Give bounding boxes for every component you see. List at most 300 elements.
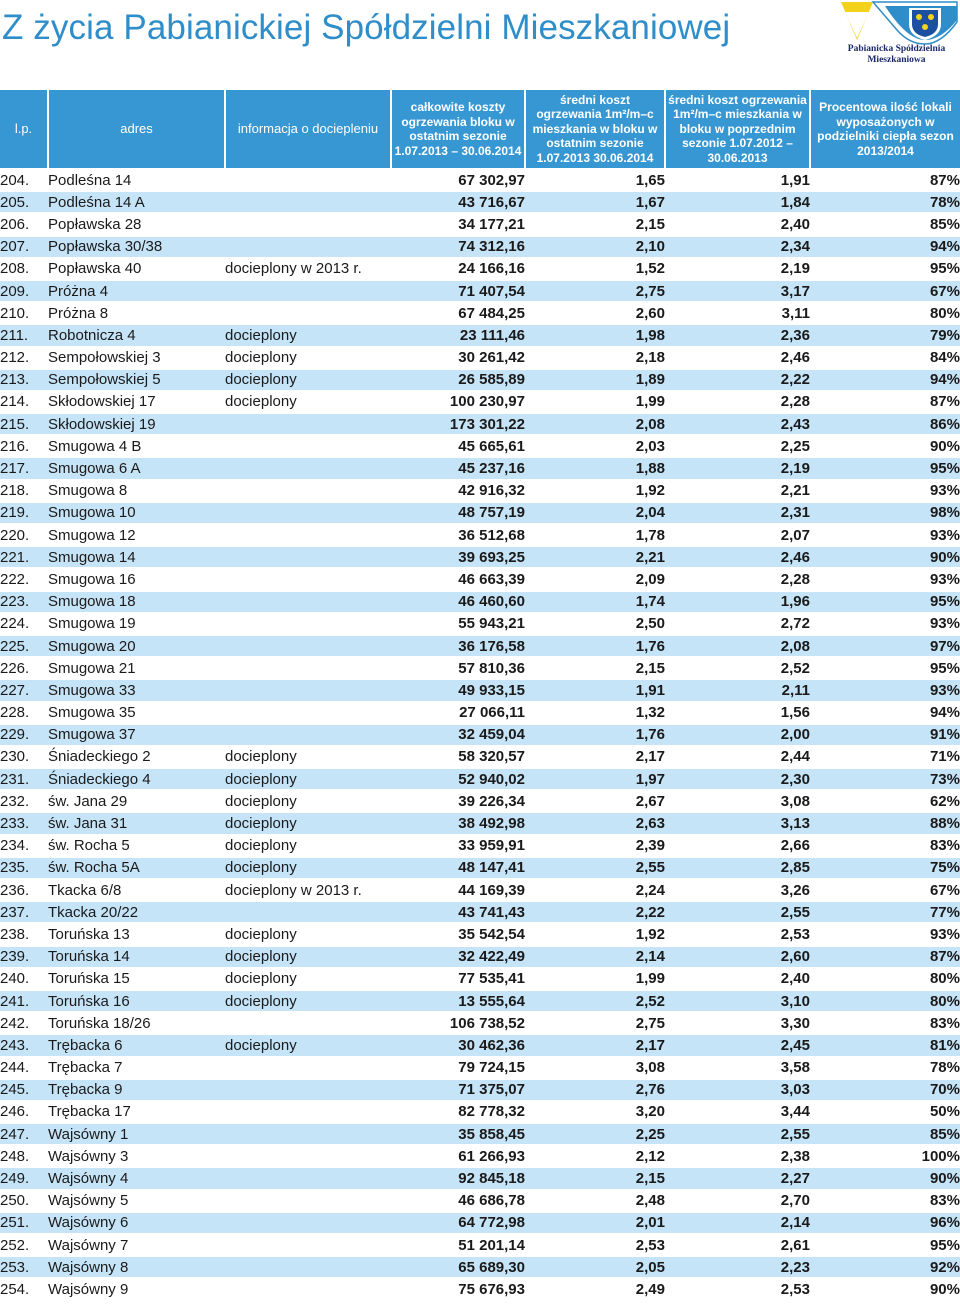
table-row — [0, 236, 960, 258]
cell-total-cost: 55 943,21 — [391, 613, 525, 635]
cell-total-cost: 36 512,68 — [391, 524, 525, 546]
cell-avg-last-season: 1,97 — [525, 768, 665, 790]
cell-avg-prev-season: 2,53 — [665, 923, 810, 945]
cell-percent: 85% — [810, 1123, 960, 1145]
cell-avg-prev-season: 2,72 — [665, 613, 810, 635]
cell-avg-prev-season: 3,44 — [665, 1101, 810, 1123]
cell-adres: Smugowa 14 — [48, 546, 225, 568]
page-title: Z życia Pabianickiej Spółdzielni Mieszkaniowej — [2, 8, 731, 47]
cell-lp: 227. — [0, 679, 48, 701]
cell-lp: 254. — [0, 1278, 48, 1299]
cell-lp: 238. — [0, 923, 48, 945]
cell-total-cost: 79 724,15 — [391, 1057, 525, 1079]
page-header — [0, 0, 960, 86]
cell-lp: 234. — [0, 835, 48, 857]
cell-avg-prev-season: 2,85 — [665, 857, 810, 879]
cell-percent: 92% — [810, 1256, 960, 1278]
table-row — [0, 546, 960, 568]
cell-adres: Próżna 4 — [48, 280, 225, 302]
table-row — [0, 923, 960, 945]
cell-adres: Smugowa 18 — [48, 591, 225, 613]
cell-info: docieplony — [225, 790, 391, 812]
cell-avg-prev-season: 3,30 — [665, 1012, 810, 1034]
cell-adres: św. Rocha 5A — [48, 857, 225, 879]
cell-info: docieplony — [225, 1034, 391, 1056]
table-row — [0, 347, 960, 369]
cell-total-cost: 27 066,11 — [391, 702, 525, 724]
cell-avg-prev-season: 2,08 — [665, 635, 810, 657]
cell-lp: 237. — [0, 901, 48, 923]
table-row — [0, 812, 960, 834]
cell-info: docieplony w 2013 r. — [225, 879, 391, 901]
cell-adres: Smugowa 19 — [48, 613, 225, 635]
cell-avg-last-season: 1,91 — [525, 679, 665, 701]
cell-adres: św. Jana 29 — [48, 790, 225, 812]
cell-avg-last-season: 2,25 — [525, 1123, 665, 1145]
cell-avg-prev-season: 2,38 — [665, 1145, 810, 1167]
cell-avg-last-season: 1,89 — [525, 369, 665, 391]
cell-lp: 215. — [0, 413, 48, 435]
cell-lp: 223. — [0, 591, 48, 613]
table-row — [0, 457, 960, 479]
heating-cost-table — [0, 90, 960, 1300]
cell-avg-prev-season: 2,19 — [665, 457, 810, 479]
table-row — [0, 280, 960, 302]
cell-adres: Smugowa 4 B — [48, 435, 225, 457]
cell-info: docieplony — [225, 347, 391, 369]
cell-avg-last-season: 2,39 — [525, 835, 665, 857]
cell-adres: Smugowa 21 — [48, 657, 225, 679]
cell-avg-prev-season: 2,27 — [665, 1167, 810, 1189]
cell-avg-last-season: 3,08 — [525, 1057, 665, 1079]
cell-total-cost: 48 757,19 — [391, 502, 525, 524]
cell-avg-last-season: 1,76 — [525, 724, 665, 746]
cell-total-cost: 64 772,98 — [391, 1212, 525, 1234]
cell-adres: Smugowa 20 — [48, 635, 225, 657]
cell-info — [225, 1212, 391, 1234]
cell-lp: 246. — [0, 1101, 48, 1123]
cell-info — [225, 213, 391, 235]
cell-adres: Smugowa 6 A — [48, 457, 225, 479]
cell-avg-prev-season: 2,40 — [665, 213, 810, 235]
cell-lp: 221. — [0, 546, 48, 568]
cell-total-cost: 30 462,36 — [391, 1034, 525, 1056]
cell-percent: 93% — [810, 613, 960, 635]
cell-info — [225, 457, 391, 479]
cell-avg-last-season: 2,08 — [525, 413, 665, 435]
cell-percent: 80% — [810, 990, 960, 1012]
cell-adres: Smugowa 16 — [48, 568, 225, 590]
cell-total-cost: 106 738,52 — [391, 1012, 525, 1034]
cell-adres: Smugowa 37 — [48, 724, 225, 746]
cell-avg-last-season: 1,98 — [525, 324, 665, 346]
cell-percent: 80% — [810, 302, 960, 324]
cell-total-cost: 49 933,15 — [391, 679, 525, 701]
cell-avg-prev-season: 2,70 — [665, 1190, 810, 1212]
table-row — [0, 191, 960, 213]
cell-total-cost: 71 407,54 — [391, 280, 525, 302]
table-row — [0, 946, 960, 968]
cell-info — [225, 1145, 391, 1167]
cell-percent: 78% — [810, 1057, 960, 1079]
cell-avg-last-season: 2,12 — [525, 1145, 665, 1167]
cell-total-cost: 30 261,42 — [391, 347, 525, 369]
cell-info — [225, 1167, 391, 1189]
cell-avg-last-season: 2,52 — [525, 990, 665, 1012]
table-row — [0, 768, 960, 790]
cell-lp: 235. — [0, 857, 48, 879]
cell-adres: Popławska 28 — [48, 213, 225, 235]
cell-avg-prev-season: 1,56 — [665, 702, 810, 724]
cell-avg-last-season: 1,78 — [525, 524, 665, 546]
table-row — [0, 413, 960, 435]
table-row — [0, 568, 960, 590]
cell-adres: Toruńska 18/26 — [48, 1012, 225, 1034]
cell-percent: 87% — [810, 391, 960, 413]
cell-info: docieplony — [225, 990, 391, 1012]
cell-adres: Smugowa 33 — [48, 679, 225, 701]
table-row — [0, 302, 960, 324]
cell-percent: 95% — [810, 657, 960, 679]
cell-avg-last-season: 1,74 — [525, 591, 665, 613]
cell-lp: 225. — [0, 635, 48, 657]
cell-lp: 244. — [0, 1057, 48, 1079]
cell-adres: Wajsówny 7 — [48, 1234, 225, 1256]
cell-lp: 251. — [0, 1212, 48, 1234]
cell-lp: 233. — [0, 812, 48, 834]
cell-total-cost: 38 492,98 — [391, 812, 525, 834]
cell-avg-prev-season: 2,55 — [665, 1123, 810, 1145]
cell-info — [225, 236, 391, 258]
col-header-percent: Procentowa ilość lokali wyposażonych w podzielniki ciepła sezon 2013/2014 — [810, 90, 960, 169]
cell-percent: 75% — [810, 857, 960, 879]
cell-lp: 209. — [0, 280, 48, 302]
cell-lp: 206. — [0, 213, 48, 235]
cell-total-cost: 35 858,45 — [391, 1123, 525, 1145]
cell-percent: 87% — [810, 946, 960, 968]
cell-adres: św. Jana 31 — [48, 812, 225, 834]
cell-adres: Trębacka 9 — [48, 1079, 225, 1101]
cell-avg-last-season: 2,21 — [525, 546, 665, 568]
cell-avg-prev-season: 2,46 — [665, 546, 810, 568]
cell-adres: Wajsówny 9 — [48, 1278, 225, 1299]
cell-avg-last-season: 2,17 — [525, 1034, 665, 1056]
cell-avg-last-season: 2,67 — [525, 790, 665, 812]
cell-adres: Trębacka 7 — [48, 1057, 225, 1079]
cell-percent: 93% — [810, 679, 960, 701]
table-row — [0, 901, 960, 923]
table-row — [0, 702, 960, 724]
cell-adres: Wajsówny 8 — [48, 1256, 225, 1278]
cell-lp: 229. — [0, 724, 48, 746]
cell-percent: 83% — [810, 1012, 960, 1034]
cell-percent: 84% — [810, 347, 960, 369]
cell-avg-last-season: 2,05 — [525, 1256, 665, 1278]
cell-percent: 62% — [810, 790, 960, 812]
col-header-avg-last-season: średni koszt ogrzewania 1m²/m–c mieszkania w bloku w ostatnim sezonie 1.07.2013 30.06.2014 — [525, 90, 665, 169]
cell-avg-prev-season: 2,61 — [665, 1234, 810, 1256]
cell-avg-prev-season: 2,40 — [665, 968, 810, 990]
table-row — [0, 480, 960, 502]
cell-percent: 85% — [810, 213, 960, 235]
cell-avg-prev-season: 2,34 — [665, 236, 810, 258]
cell-percent: 90% — [810, 546, 960, 568]
cell-lp: 218. — [0, 480, 48, 502]
table-row — [0, 1101, 960, 1123]
cell-adres: Popławska 30/38 — [48, 236, 225, 258]
cell-adres: Skłodowskiej 19 — [48, 413, 225, 435]
table-row — [0, 524, 960, 546]
cell-info — [225, 1256, 391, 1278]
cell-adres: św. Rocha 5 — [48, 835, 225, 857]
cell-avg-last-season: 2,53 — [525, 1234, 665, 1256]
cell-lp: 222. — [0, 568, 48, 590]
cell-percent: 94% — [810, 369, 960, 391]
cell-percent: 93% — [810, 923, 960, 945]
cell-info — [225, 635, 391, 657]
cell-info: docieplony — [225, 968, 391, 990]
cell-lp: 243. — [0, 1034, 48, 1056]
cell-adres: Smugowa 35 — [48, 702, 225, 724]
cell-total-cost: 23 111,46 — [391, 324, 525, 346]
cell-adres: Podleśna 14 — [48, 169, 225, 191]
table-row — [0, 835, 960, 857]
cell-total-cost: 51 201,14 — [391, 1234, 525, 1256]
cell-adres: Toruńska 16 — [48, 990, 225, 1012]
cell-avg-last-season: 2,15 — [525, 657, 665, 679]
cell-lp: 232. — [0, 790, 48, 812]
cell-percent: 94% — [810, 236, 960, 258]
table-row — [0, 1012, 960, 1034]
cell-adres: Wajsówny 4 — [48, 1167, 225, 1189]
cell-avg-prev-season: 2,28 — [665, 391, 810, 413]
cell-avg-prev-season: 2,22 — [665, 369, 810, 391]
cell-avg-last-season: 1,92 — [525, 480, 665, 502]
cell-avg-last-season: 2,04 — [525, 502, 665, 524]
cell-total-cost: 26 585,89 — [391, 369, 525, 391]
cell-percent: 83% — [810, 1190, 960, 1212]
cell-lp: 240. — [0, 968, 48, 990]
cell-avg-prev-season: 2,28 — [665, 568, 810, 590]
logo-text — [833, 44, 960, 66]
cell-adres: Śniadeckiego 2 — [48, 746, 225, 768]
cell-avg-last-season: 2,55 — [525, 857, 665, 879]
cell-avg-last-season: 1,99 — [525, 968, 665, 990]
cell-adres: Smugowa 8 — [48, 480, 225, 502]
cell-lp: 211. — [0, 324, 48, 346]
cell-avg-prev-season: 3,26 — [665, 879, 810, 901]
cell-total-cost: 92 845,18 — [391, 1167, 525, 1189]
cell-adres: Tkacka 6/8 — [48, 879, 225, 901]
cell-percent: 96% — [810, 1212, 960, 1234]
table-row — [0, 990, 960, 1012]
cell-percent: 71% — [810, 746, 960, 768]
cell-avg-last-season: 2,14 — [525, 946, 665, 968]
cell-lp: 224. — [0, 613, 48, 635]
cell-info: docieplony — [225, 835, 391, 857]
cell-avg-last-season: 3,20 — [525, 1101, 665, 1123]
table-body — [0, 169, 960, 1300]
cell-lp: 217. — [0, 457, 48, 479]
table-row — [0, 1057, 960, 1079]
cell-adres: Toruńska 15 — [48, 968, 225, 990]
cell-info — [225, 413, 391, 435]
cell-avg-last-season: 2,50 — [525, 613, 665, 635]
cell-adres: Trębacka 17 — [48, 1101, 225, 1123]
table-row — [0, 724, 960, 746]
cell-info: docieplony — [225, 857, 391, 879]
cell-total-cost: 36 176,58 — [391, 635, 525, 657]
cell-total-cost: 44 169,39 — [391, 879, 525, 901]
cell-lp: 245. — [0, 1079, 48, 1101]
cell-avg-prev-season: 3,17 — [665, 280, 810, 302]
cell-info: docieplony — [225, 768, 391, 790]
table-row — [0, 369, 960, 391]
cell-info — [225, 1079, 391, 1101]
cell-avg-prev-season: 2,55 — [665, 901, 810, 923]
table-row — [0, 613, 960, 635]
cell-percent: 87% — [810, 169, 960, 191]
cell-total-cost: 43 741,43 — [391, 901, 525, 923]
cell-avg-last-season: 2,18 — [525, 347, 665, 369]
col-header-info: informacja o dociepleniu — [225, 90, 391, 169]
col-header-total-cost: całkowite koszty ogrzewania bloku w ostatnim sezonie 1.07.2013 – 30.06.2014 — [391, 90, 525, 169]
cell-adres: Popławska 40 — [48, 258, 225, 280]
cell-percent: 67% — [810, 879, 960, 901]
cell-total-cost: 46 460,60 — [391, 591, 525, 613]
cell-percent: 93% — [810, 524, 960, 546]
cell-info: docieplony — [225, 746, 391, 768]
cell-adres: Wajsówny 5 — [48, 1190, 225, 1212]
table-row — [0, 324, 960, 346]
cell-percent: 91% — [810, 724, 960, 746]
cell-info — [225, 502, 391, 524]
cell-total-cost: 46 686,78 — [391, 1190, 525, 1212]
cell-avg-prev-season: 2,43 — [665, 413, 810, 435]
cell-percent: 95% — [810, 1234, 960, 1256]
cell-info — [225, 901, 391, 923]
col-header-lp: l.p. — [0, 90, 48, 169]
cell-adres: Trębacka 6 — [48, 1034, 225, 1056]
cell-avg-last-season: 2,75 — [525, 1012, 665, 1034]
cell-avg-last-season: 2,60 — [525, 302, 665, 324]
cell-info — [225, 280, 391, 302]
cell-total-cost: 67 484,25 — [391, 302, 525, 324]
cell-total-cost: 100 230,97 — [391, 391, 525, 413]
cell-avg-prev-season: 1,91 — [665, 169, 810, 191]
cell-info — [225, 657, 391, 679]
cell-avg-last-season: 2,01 — [525, 1212, 665, 1234]
table-row — [0, 1167, 960, 1189]
cell-info — [225, 546, 391, 568]
cell-info: docieplony — [225, 391, 391, 413]
cell-percent: 86% — [810, 413, 960, 435]
cell-total-cost: 57 810,36 — [391, 657, 525, 679]
cell-avg-prev-season: 3,58 — [665, 1057, 810, 1079]
cell-avg-last-season: 2,22 — [525, 901, 665, 923]
cell-info — [225, 191, 391, 213]
cell-info — [225, 302, 391, 324]
table-row — [0, 391, 960, 413]
table-row — [0, 968, 960, 990]
cell-info — [225, 568, 391, 590]
cell-total-cost: 67 302,97 — [391, 169, 525, 191]
table-row — [0, 879, 960, 901]
table-row — [0, 635, 960, 657]
cell-total-cost: 74 312,16 — [391, 236, 525, 258]
cell-percent: 78% — [810, 191, 960, 213]
cell-total-cost: 173 301,22 — [391, 413, 525, 435]
cell-total-cost: 77 535,41 — [391, 968, 525, 990]
cell-lp: 205. — [0, 191, 48, 213]
cell-total-cost: 82 778,32 — [391, 1101, 525, 1123]
cell-info — [225, 1278, 391, 1299]
cell-percent: 50% — [810, 1101, 960, 1123]
cell-lp: 219. — [0, 502, 48, 524]
cell-avg-last-season: 1,88 — [525, 457, 665, 479]
cell-avg-prev-season: 3,10 — [665, 990, 810, 1012]
cell-avg-prev-season: 3,03 — [665, 1079, 810, 1101]
table-row — [0, 790, 960, 812]
cell-adres: Sempołowskiej 3 — [48, 347, 225, 369]
cell-avg-prev-season: 2,00 — [665, 724, 810, 746]
cell-adres: Podleśna 14 A — [48, 191, 225, 213]
cell-total-cost: 42 916,32 — [391, 480, 525, 502]
cell-avg-prev-season: 2,07 — [665, 524, 810, 546]
cell-info: docieplony — [225, 324, 391, 346]
table-row — [0, 1212, 960, 1234]
table-row — [0, 1256, 960, 1278]
cell-lp: 242. — [0, 1012, 48, 1034]
cell-lp: 247. — [0, 1123, 48, 1145]
cell-adres: Smugowa 12 — [48, 524, 225, 546]
cell-total-cost: 32 459,04 — [391, 724, 525, 746]
cell-avg-prev-season: 2,25 — [665, 435, 810, 457]
cell-total-cost: 35 542,54 — [391, 923, 525, 945]
cell-percent: 93% — [810, 480, 960, 502]
cell-percent: 73% — [810, 768, 960, 790]
cell-percent: 95% — [810, 258, 960, 280]
cell-lp: 204. — [0, 169, 48, 191]
cell-lp: 213. — [0, 369, 48, 391]
cell-avg-last-season: 1,32 — [525, 702, 665, 724]
table-row — [0, 1034, 960, 1056]
cell-total-cost: 33 959,91 — [391, 835, 525, 857]
cell-total-cost: 43 716,67 — [391, 191, 525, 213]
cell-avg-last-season: 2,63 — [525, 812, 665, 834]
cell-info: docieplony — [225, 369, 391, 391]
cell-lp: 252. — [0, 1234, 48, 1256]
cell-avg-last-season: 2,10 — [525, 236, 665, 258]
cell-info: docieplony — [225, 812, 391, 834]
cell-info — [225, 1101, 391, 1123]
cell-lp: 253. — [0, 1256, 48, 1278]
cell-total-cost: 45 665,61 — [391, 435, 525, 457]
cell-total-cost: 32 422,49 — [391, 946, 525, 968]
cell-lp: 241. — [0, 990, 48, 1012]
cell-info: docieplony — [225, 946, 391, 968]
cell-avg-last-season: 1,76 — [525, 635, 665, 657]
cell-percent: 88% — [810, 812, 960, 834]
logo-emblem-icon — [833, 0, 960, 46]
cell-percent: 90% — [810, 1167, 960, 1189]
table-row — [0, 1079, 960, 1101]
cell-total-cost: 48 147,41 — [391, 857, 525, 879]
cell-lp: 230. — [0, 746, 48, 768]
cell-info — [225, 724, 391, 746]
cell-total-cost: 34 177,21 — [391, 213, 525, 235]
table-row — [0, 169, 960, 191]
